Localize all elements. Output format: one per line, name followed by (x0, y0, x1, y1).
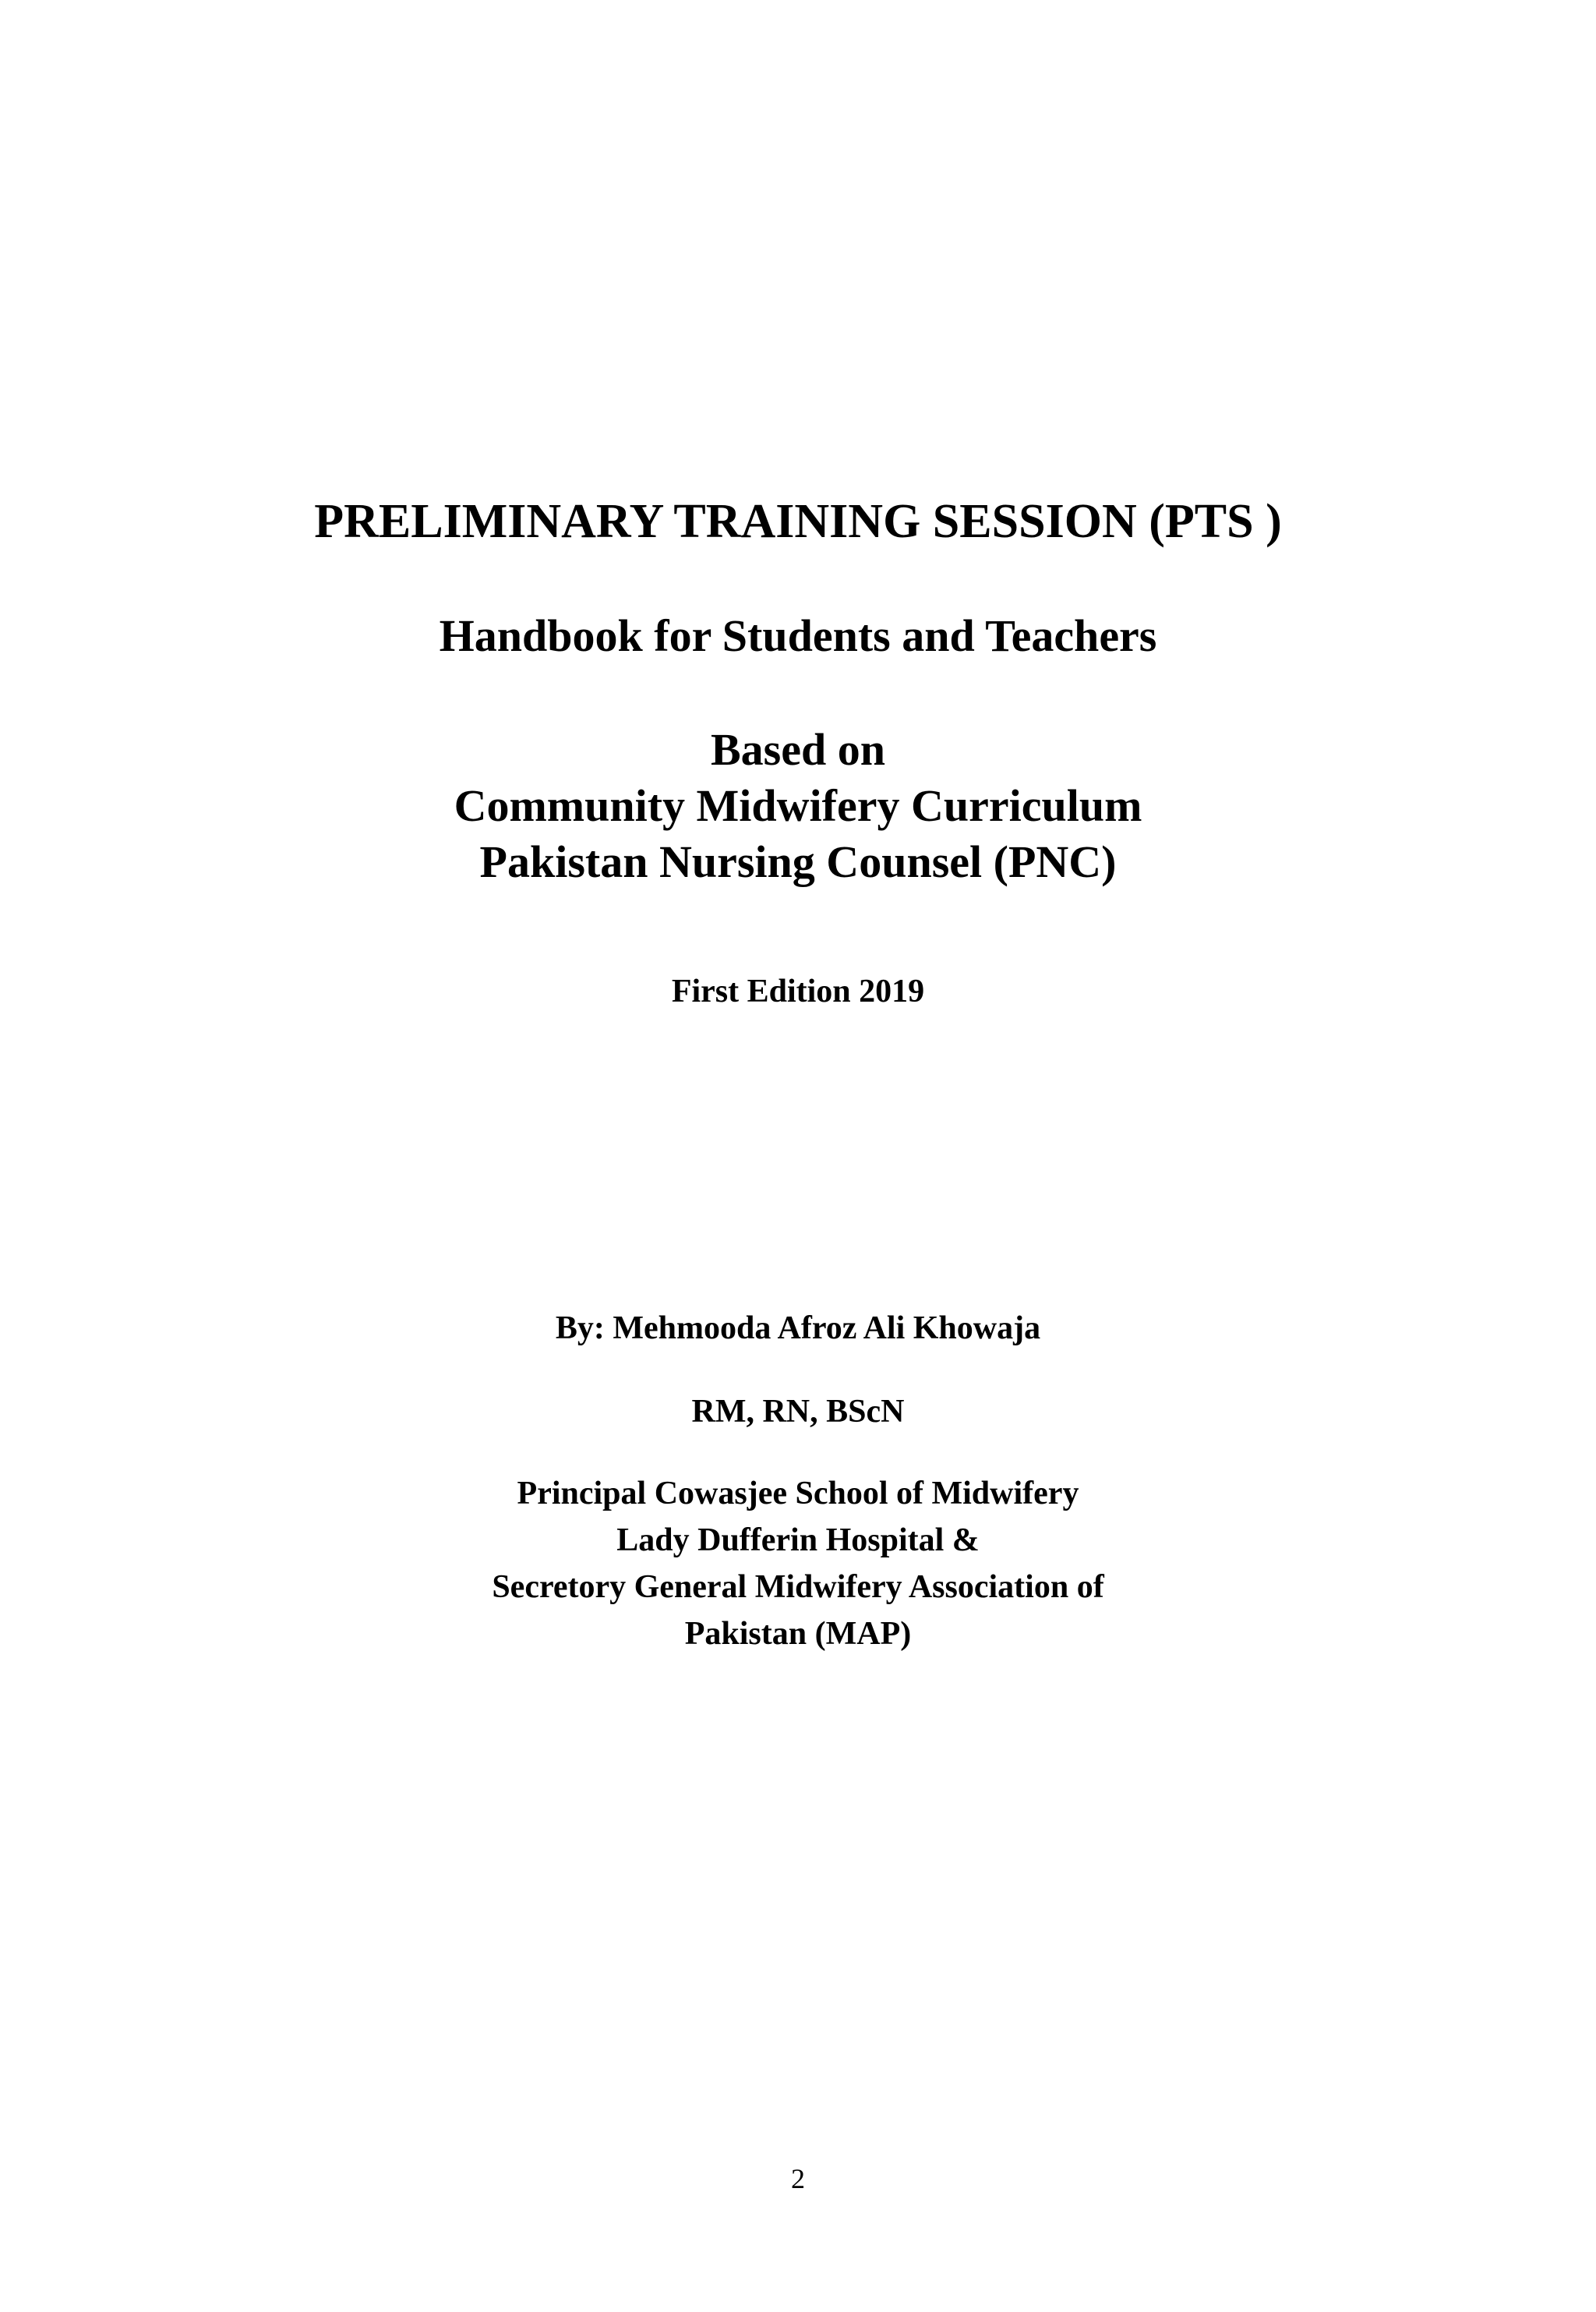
edition-label: First Edition 2019 (671, 974, 925, 1009)
affiliation-line: Secretory General Midwifery Association of (492, 1569, 1104, 1605)
page-number: 2 (791, 2163, 805, 2194)
document-title: PRELIMINARY TRAINING SESSION (PTS ) (314, 495, 1282, 548)
author-byline: By: Mehmooda Afroz Ali Khowaja (555, 1310, 1041, 1346)
document-subtitle: Handbook for Students and Teachers (439, 610, 1157, 661)
affiliation-line: Lady Dufferin Hospital & (616, 1522, 980, 1558)
affiliation-line: Pakistan (MAP) (684, 1616, 912, 1652)
affiliation-line: Principal Cowasjee School of Midwifery (517, 1476, 1079, 1511)
curriculum-name: Community Midwifery Curriculum (454, 780, 1142, 831)
council-name: Pakistan Nursing Counsel (PNC) (479, 836, 1117, 887)
author-credentials: RM, RN, BScN (691, 1394, 905, 1430)
based-on-label: Based on (710, 724, 885, 775)
